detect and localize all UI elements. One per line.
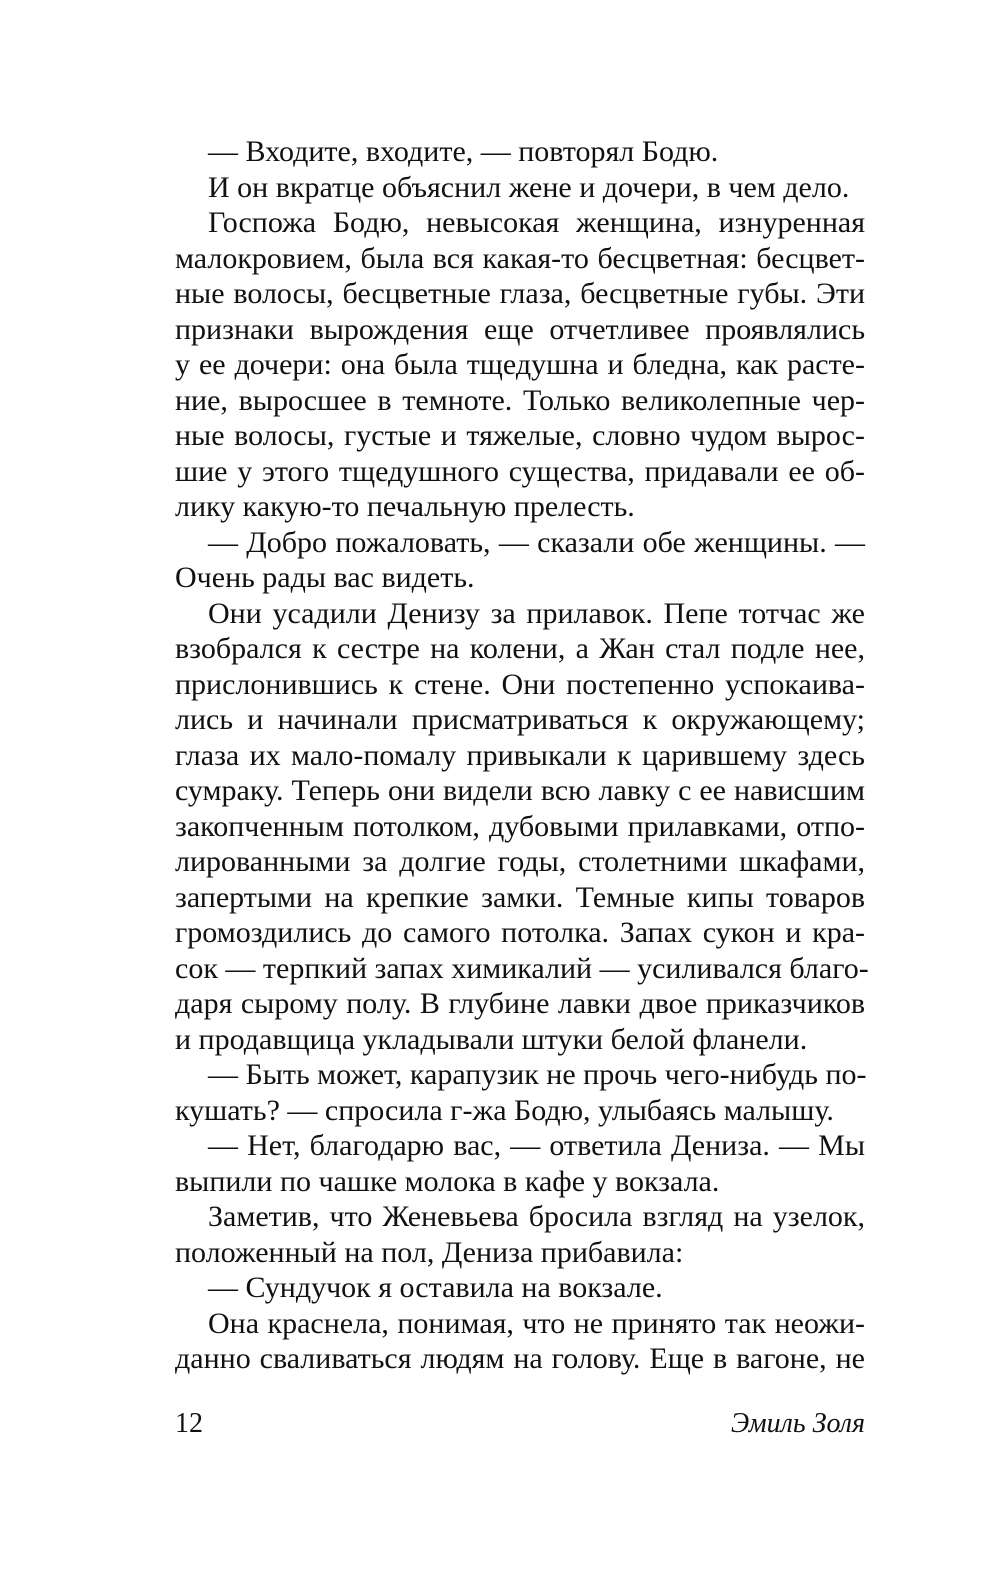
text-line: громоздились до самого потолка. Запах сукон и кра-: [175, 916, 865, 949]
page-footer: [175, 1408, 865, 1448]
text-line: лированными за долгие годы, столетними шкафами,: [175, 845, 865, 878]
text-line: прислонившись к стене. Они постепенно успокаива-: [175, 667, 865, 701]
text-line: положенный на пол, Дениза прибавила:: [175, 1235, 684, 1269]
text-line: — Сундучок я оставила на вокзале.: [208, 1271, 663, 1304]
text-line: малокровием, была вся какая-то бесцветная: бесцвет-: [175, 241, 865, 275]
text-line: закопченным потолком, дубовыми прилавками, отпо-: [175, 809, 865, 843]
text-line: выпили по чашке молока в кафе у вокзала.: [175, 1164, 720, 1198]
text-line: запертыми на крепкие замки. Темные кипы товаров: [175, 880, 865, 914]
text-line: Заметив, что Женевьева бросила взгляд на узелок,: [208, 1200, 865, 1233]
text-line: шие у этого тщедушного существа, придавали ее об-: [175, 454, 865, 488]
text-line: Очень рады вас видеть.: [175, 561, 475, 594]
text-line: данно сваливаться людям на голову. Еще в вагоне, не: [175, 1342, 865, 1375]
text-line: сок — терпкий запах химикалий — усиливался благо-: [175, 951, 869, 985]
text-line: ные волосы, густые и тяжелые, словно чудом вырос-: [175, 419, 865, 452]
text-line: Госпожа Бодю, невысокая женщина, изнуренная: [208, 206, 865, 239]
text-line: — Добро пожаловать, — сказали обе женщины. —: [208, 525, 865, 559]
text-line: — Входите, входите, — повторял Бодю.: [208, 135, 719, 168]
text-line: И он вкратце объяснил жене и дочери, в чем дело.: [208, 170, 850, 204]
text-line: лику какую-то печальную прелесть.: [175, 490, 635, 523]
text-line: ние, выросшее в темноте. Только великолепные чер-: [175, 383, 865, 417]
text-line: признаки вырождения еще отчетливее проявлялись: [175, 312, 865, 346]
text-line: лись и начинали присматриваться к окружающему;: [175, 703, 865, 736]
text-line: сумраку. Теперь они видели всю лавку с ее нависшим: [175, 774, 865, 807]
text-line: даря сырому полу. В глубине лавки двое приказчиков: [175, 987, 865, 1020]
text-line: ные волосы, бесцветные глаза, бесцветные губы. Эти: [175, 277, 865, 310]
page-number: 12: [175, 1408, 203, 1439]
text-line: взобрался к сестре на колени, а Жан стал подле нее,: [175, 632, 865, 665]
text-line: — Быть может, карапузик не прочь чего-нибудь по-: [208, 1058, 867, 1091]
text-line: — Нет, благодарю вас, — ответила Дениза. — Мы: [208, 1129, 865, 1162]
body-text: [175, 134, 869, 1377]
text-line: кушать? — спросила г-жа Бодю, улыбаясь малышу.: [175, 1093, 834, 1127]
text-line: Они усадили Денизу за прилавок. Пепе тотчас же: [208, 596, 865, 630]
text-line: глаза их мало-помалу привыкали к царившему здесь: [175, 738, 865, 772]
text-line: и продавщица укладывали штуки белой фланели.: [175, 1022, 808, 1056]
text-line: у ее дочери: она была тщедушна и бледна, как расте-: [175, 348, 865, 381]
text-line: Она краснела, понимая, что не принято так неожи-: [208, 1306, 865, 1340]
running-footer-author: Эмиль Золя: [730, 1408, 865, 1439]
